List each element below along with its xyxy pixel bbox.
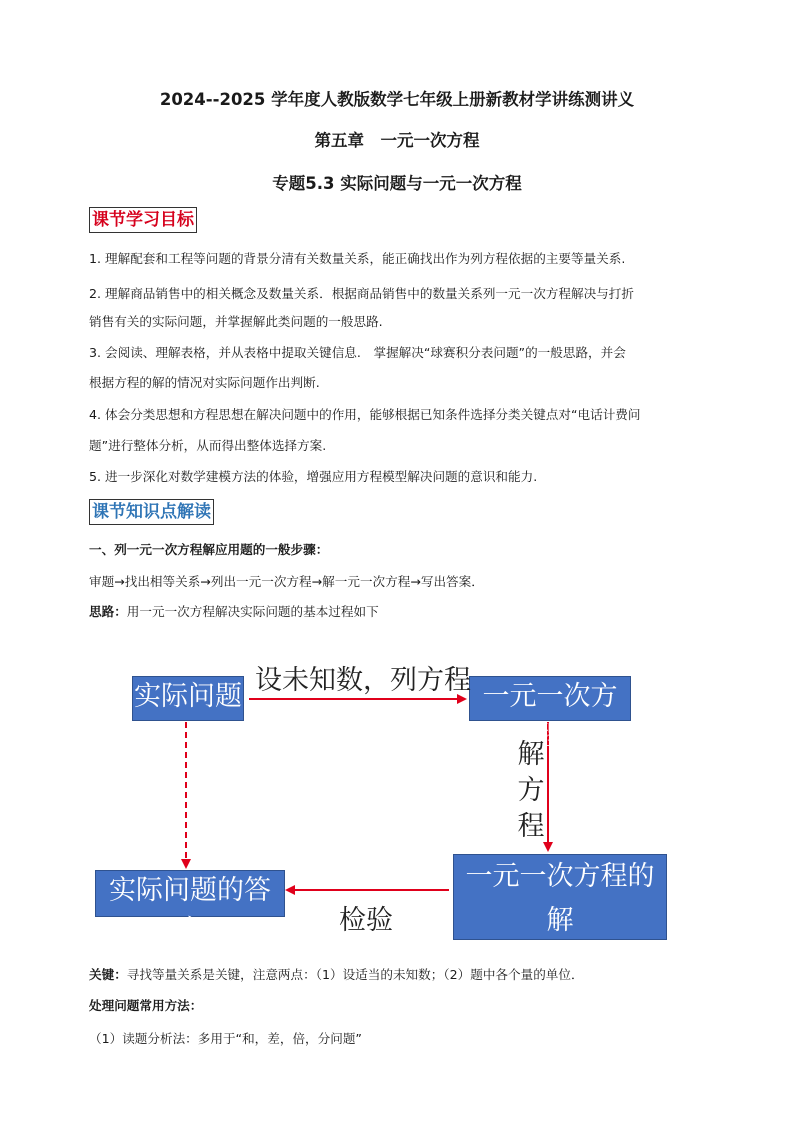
key-label: 关键： xyxy=(89,967,127,982)
label-solve-3: 程 xyxy=(517,811,545,842)
process-diagram xyxy=(89,632,703,971)
goal-item: 3. 会阅读、理解表格，并从表格中提取关键信息. 掌握解决“球赛积分表问题”的一般思路，并会 xyxy=(89,345,626,360)
goal-item: 2. 理解商品销售中的相关概念及数量关系．根据商品销售中的数量关系列一元一次方程解决与打折 xyxy=(89,286,634,301)
key-text: 寻找等量关系是关键，注意两点：（1）设适当的未知数；（2）题中各个量的单位． xyxy=(126,967,584,982)
idea-line xyxy=(89,603,703,621)
knowledge-points-tag: 课节知识点解读 xyxy=(89,499,214,525)
box-equation-solution xyxy=(453,854,667,971)
chapter-title: 第五章 一元一次方程 xyxy=(314,131,480,150)
box-linear-equation: 一元一次方程 xyxy=(469,676,631,721)
goal-item: 题”进行整体分析，从而得出整体选择方案. xyxy=(89,438,327,453)
steps-text: 审题→找出相等关系→列出一元一次方程→解一元一次方程→写出答案． xyxy=(89,574,484,589)
label-set-equation: 设未知数，列方程 xyxy=(255,665,471,696)
goal-item: 5. 进一步深化对数学建模方法的体验，增强应用方程模型解决问题的意识和能力. xyxy=(89,469,538,484)
box-problem-answer: 实际问题的答案 xyxy=(95,870,285,917)
methods-heading: 处理问题常用方法： xyxy=(89,998,203,1013)
label-solve-1: 解 xyxy=(517,739,545,770)
goal-item: 1. 理解配套和工程等问题的背景分清有关数量关系，能正确找出作为列方程依据的主要等量关系. xyxy=(89,251,626,266)
steps-heading: 一、列一元一次方程解应用题的一般步骤： xyxy=(89,542,329,557)
solution-label: 一元一次方程的解 xyxy=(465,861,655,936)
label-check: 检验 xyxy=(339,905,393,936)
topic-title: 专题5.3 实际问题与一元一次方程 xyxy=(272,174,522,193)
method-item: （1）读题分析法：多用于“和，差，倍，分问题” xyxy=(89,1031,362,1046)
document-title: 2024--2025 学年度人教版数学七年级上册新教材学讲练测讲义 xyxy=(159,90,635,109)
solution-sub-label: (x=a) xyxy=(528,945,592,971)
learning-goals-tag: 课节学习目标 xyxy=(89,207,197,233)
label-solve-2: 方 xyxy=(517,775,545,806)
key-line xyxy=(89,966,703,984)
idea-label: 思路： xyxy=(89,604,127,619)
box-actual-problem: 实际问题 xyxy=(132,676,244,721)
goal-item: 根据方程的解的情况对实际问题作出判断. xyxy=(89,375,320,390)
goal-item: 4. 体会分类思想和方程思想在解决问题中的作用，能够根据已知条件选择分类关键点对“电话计费问 xyxy=(89,407,641,422)
idea-text: 用一元一次方程解决实际问题的基本过程如下 xyxy=(126,604,379,619)
goal-item: 销售有关的实际问题，并掌握解此类问题的一般思路. xyxy=(89,314,383,329)
